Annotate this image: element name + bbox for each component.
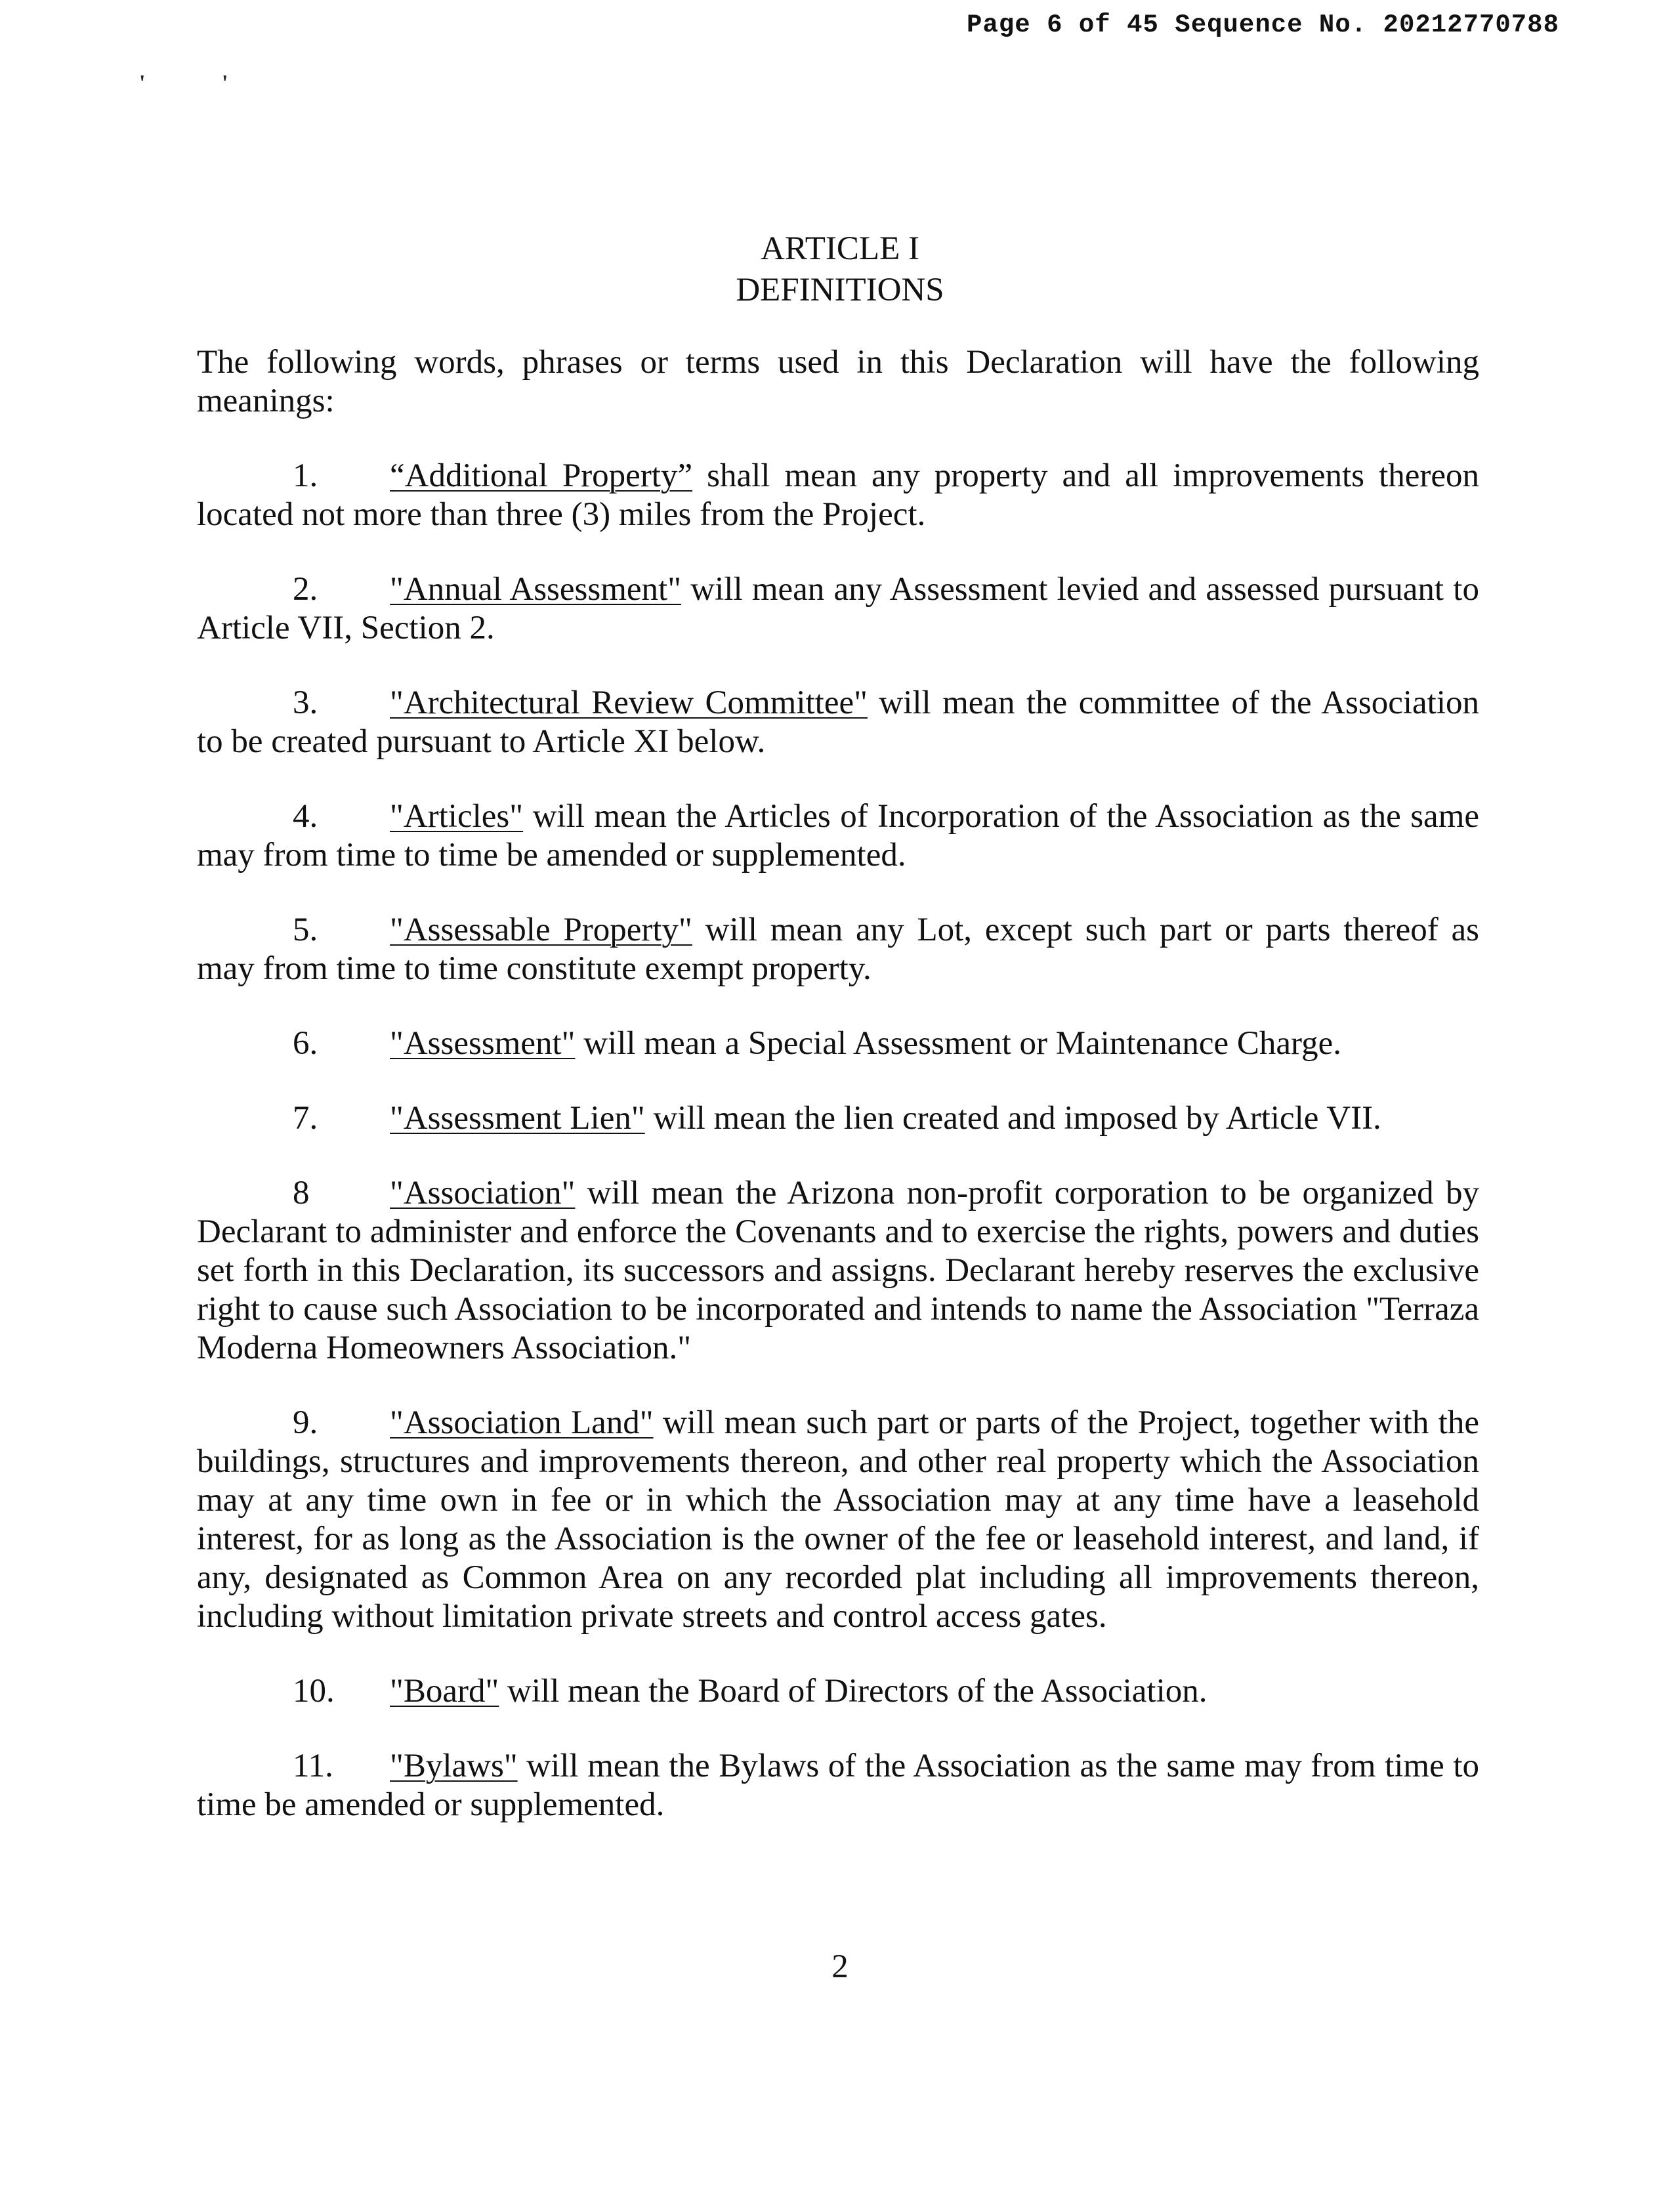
article-title: DEFINITIONS	[736, 272, 944, 308]
definition-number: 10.	[293, 1673, 335, 1710]
definition-number: 2.	[293, 571, 318, 608]
definition-number: 11.	[293, 1748, 333, 1784]
definition-text: will mean the Bylaws of the Association as the same may from time to time be amended or supplemented.	[197, 1748, 1479, 1823]
definition-item	[197, 1099, 1479, 1138]
definition-item	[197, 570, 1479, 648]
definition-item	[197, 1747, 1479, 1824]
definition-number: 4.	[293, 798, 318, 835]
definition-term: "Assessable Property"	[390, 912, 692, 948]
definition-text: will mean the Board of Directors of the Association.	[499, 1673, 1208, 1710]
definition-number: 8	[293, 1175, 310, 1211]
definition-text: will mean such part or parts of the Project, together with the buildings, structures and improvements thereon, and other real property which the Association may at any time own in fee or in which the Association may at any time have a leasehold interest, for as long as the Association is the owner of the fee or leasehold interest, and land, if any, designated as Common Area on any recorded plat including all improvements thereon, including without limitation private streets and control access gates.	[197, 1404, 1480, 1635]
definition-number: 9.	[293, 1404, 318, 1441]
definition-term: "Architectural Review Committee"	[390, 684, 868, 721]
definition-term: "Board"	[390, 1673, 499, 1710]
definition-number: 3.	[293, 684, 318, 721]
page-sequence-stamp: Page 6 of 45 Sequence No. 20212770788	[967, 10, 1559, 39]
definition-term: "Annual Assessment"	[390, 571, 682, 608]
definition-term: "Association Land"	[390, 1404, 654, 1441]
definition-number: 6.	[293, 1025, 318, 1062]
definition-text: shall mean any property and all improvements thereon located not more than three (3) miles from the Project.	[197, 457, 1479, 533]
article-heading	[0, 228, 1680, 311]
page-number: 2	[831, 1948, 849, 1985]
definitions-list	[197, 457, 1479, 1824]
definition-number: 5.	[293, 912, 318, 948]
definition-number: 7.	[293, 1100, 318, 1137]
definition-text: will mean the Arizona non-profit corporation to be organized by Declarant to administer and enforce the Covenants and to exercise the rights, powers and duties set forth in this Declaration, its successors and assigns. Declarant hereby reserves the exclusive right to cause such Association to be incorporated and intends to name the Association "Terraza Moderna Homeowners Association."	[197, 1175, 1479, 1366]
definition-item	[197, 797, 1479, 875]
definition-item	[197, 911, 1479, 988]
definition-text: will mean any Assessment levied and assessed pursuant to Article VII, Section 2.	[197, 571, 1479, 646]
definitions-body	[197, 343, 1479, 1860]
definition-item	[197, 1024, 1479, 1063]
definition-text: will mean the Articles of Incorporation of the Association as the same may from time to time be amended or supplemented.	[197, 798, 1479, 873]
definition-term: "Bylaws"	[390, 1748, 518, 1784]
definition-term: "Assessment Lien"	[390, 1100, 645, 1137]
definition-number: 1.	[293, 457, 318, 494]
definition-item	[197, 457, 1479, 534]
definition-text: will mean the committee of the Association to be created pursuant to Article XI below.	[197, 684, 1480, 760]
definition-text: will mean the lien created and imposed by Article VII.	[644, 1100, 1381, 1137]
definition-item	[197, 1404, 1479, 1636]
definition-text: will mean any Lot, except such part or parts thereof as may from time to time constitute exempt property.	[197, 912, 1479, 987]
definition-text: will mean a Special Assessment or Maintenance Charge.	[575, 1025, 1341, 1062]
definition-term: "Association"	[390, 1175, 576, 1211]
article-number: ARTICLE I	[761, 230, 919, 267]
definition-term: "Assessment"	[390, 1025, 576, 1062]
definition-term: “Additional Property”	[390, 457, 693, 494]
definition-item	[197, 1174, 1479, 1368]
definition-term: "Articles"	[390, 798, 524, 835]
intro-paragraph: The following words, phrases or terms used in this Declaration will have the following meanings:	[197, 344, 1479, 419]
definition-item	[197, 684, 1479, 761]
definition-item	[197, 1672, 1479, 1711]
